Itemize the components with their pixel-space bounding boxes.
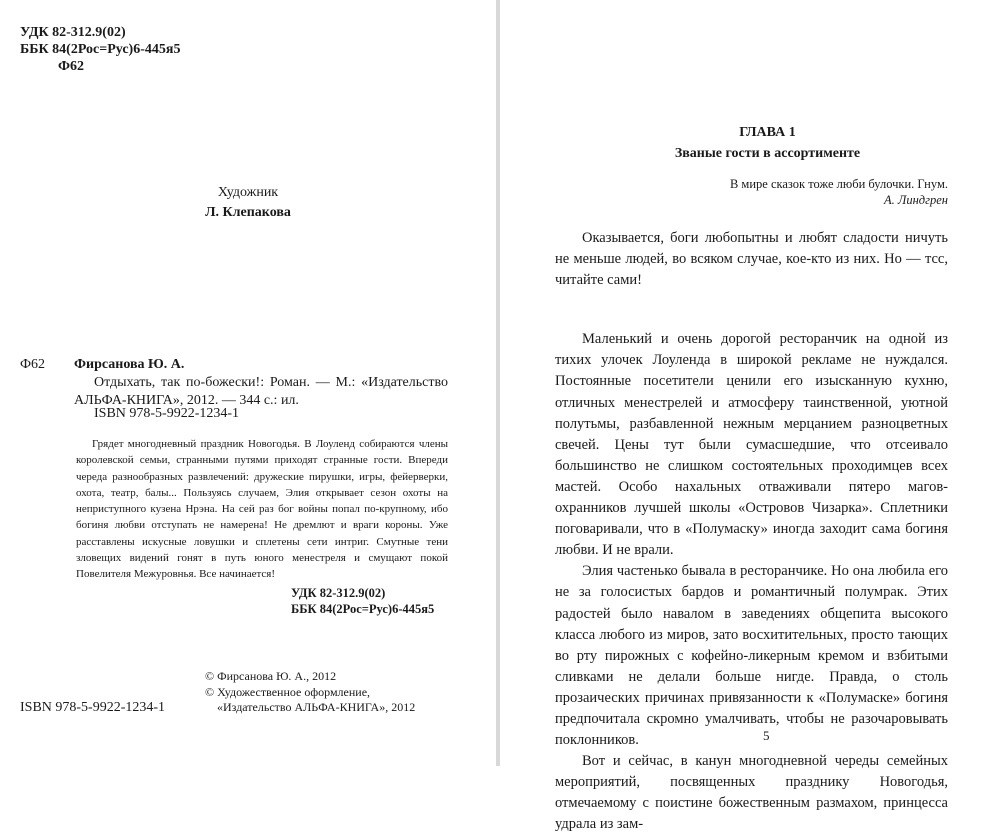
bbk-bottom: ББК 84(2Рос=Рус)6-445я5 bbox=[291, 602, 435, 616]
copyright-author: © Фирсанова Ю. А., 2012 bbox=[205, 669, 337, 683]
chapter-number: ГЛАВА 1 bbox=[739, 125, 796, 140]
body-paragraph: Вот и сейчас, в канун многодневной череды семейных мероприятий, посвященных празднику Новогодья, отмечаемому с поистине божественным размахом, принцесса удрала из зам- bbox=[555, 753, 948, 833]
annotation: Грядет многодневный праздник Новогодья. В Лоуленд собираются члены королевской семьи, странными путями приходят странные гости. Впереди череда разнообразных развлечений: дружеские пирушки, игры, фейерверки, охота, театр, балы... Пользуясь случаем, Элия открывает сезон охоты на неприступного кузена Нрэна. На сей раз бог войны попал по-крупному, ибо богиня любви отступать не намерена! Не дремлют и враги короны. Уже расставлены искусные ловушки и сплетены сети интриг. Смутные тени зловещих видений гонят в путь юного менестреля и смущают покой Повелителя Межуровнья. Все начинается! bbox=[76, 438, 448, 581]
epigraph-author: А. Линдгрен bbox=[883, 193, 948, 207]
card-author: Фирсанова Ю. А. bbox=[74, 357, 185, 372]
udk-bottom: УДК 82-312.9(02) bbox=[291, 586, 386, 600]
udk-code: УДК 82-312.9(02) bbox=[20, 25, 126, 40]
chapter-title: Званые гости в ассортименте bbox=[674, 146, 861, 161]
bibliographic-record: Отдыхать, так по-божески!: Роман. — М.: «Издательство АЛЬФА-КНИГА», 2012. — 344 с.: ил. bbox=[74, 375, 448, 408]
copyright-publisher: «Издательство АЛЬФА-КНИГА», 2012 bbox=[217, 700, 416, 714]
page-number: 5 bbox=[763, 728, 770, 743]
left-page bbox=[0, 0, 496, 766]
card-author-mark: Ф62 bbox=[20, 357, 46, 372]
intro-paragraph: Оказывается, боги любопытны и любят сладости ничуть не меньше людей, во всяком случае, кое-кто из них. Но — тсс, читайте сами! bbox=[555, 230, 948, 289]
isbn-bottom: ISBN 978-5-9922-1234-1 bbox=[20, 700, 166, 715]
copyright-design: © Художественное оформление, bbox=[205, 685, 371, 699]
body-paragraph: Маленький и очень дорогой ресторанчик на одной из тихих улочек Лоуленда в широкой рекламе не нуждался. Постоянные посетители ценили его изысканную кухню, отличных менестрелей и атмосферу таинственной, уютной полутьмы, разбавленной нежным мерцанием разноцветных свечей. Цены тут были сумасшедшие, что отсеивало большинство не слишком состоятельных проходимцев всех мастей. Особо нахальных отваживали пятеро магов-охранников лучшей школы «Островов Чизарка». Сплетники поговаривали, что в «Полумаску» иногда заходит сама богиня любви. И не врали. bbox=[555, 331, 948, 559]
artist-name: Л. Клепакова bbox=[205, 205, 291, 220]
section-break bbox=[555, 291, 948, 329]
body-paragraph: Элия частенько бывала в ресторанчике. Но она любила его не за голосистых бардов и романтичный полумрак. Этих радостей было навалом в заведениях общепита высокого класса любого из миров, зато восхитительных, просто тающих во рту пирожных с кофейно-ликерным кремом и взбитыми сливками не делали больше нигде. Правда, о столь прозаических причинах привязанности к «Полумаске» богиня предпочитала скромно умалчивать, чтобы не разочаровывать поклонников. bbox=[555, 563, 948, 749]
card-isbn: ISBN 978-5-9922-1234-1 bbox=[94, 406, 240, 421]
bbk-code: ББК 84(2Рос=Рус)6-445я5 bbox=[20, 42, 181, 57]
artist-label: Художник bbox=[217, 185, 279, 200]
author-mark: Ф62 bbox=[58, 59, 85, 74]
bibliographic-card bbox=[74, 356, 448, 410]
epigraph-text: В мире сказок тоже люби булочки. Гнум. bbox=[729, 177, 948, 191]
chapter-body bbox=[555, 228, 948, 836]
